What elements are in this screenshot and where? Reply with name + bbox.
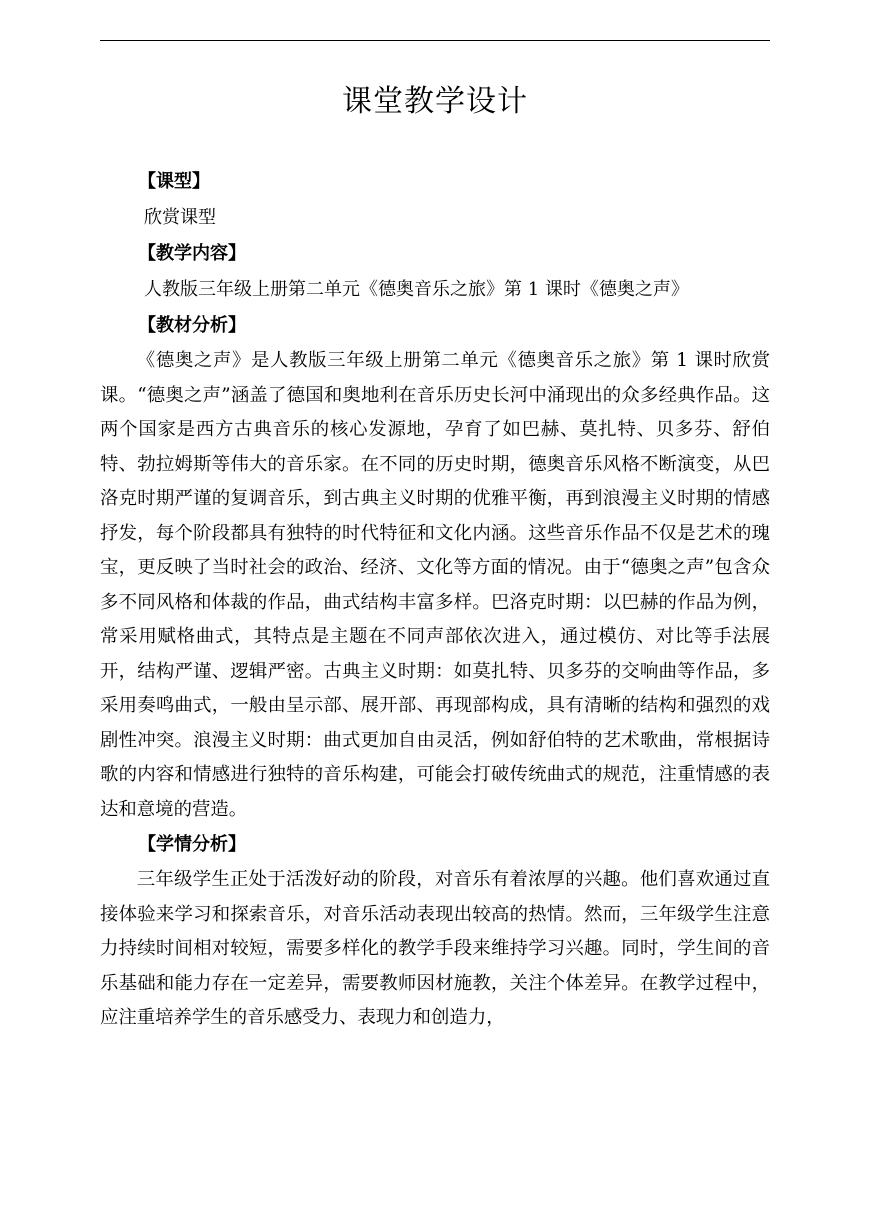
page-title: 课堂教学设计	[342, 84, 528, 119]
material-analysis-heading: 【教材分析】	[138, 315, 246, 336]
lesson-type-heading: 【课型】	[138, 171, 210, 192]
student-analysis-paragraph: 三年级学生正处于活泼好动的阶段，对音乐有着浓厚的兴趣。他们喜欢通过直接体验来学习和探索音乐，对音乐活动表现出较高的热情。然而，三年级学生注意力持续时间相对较短，需要多样化的教学手段来维持学习兴趣。同时，学生间的音乐基础和能力存在一定差异，需要教师因材施教，关注个体差异。在教学过程中，应注重培养学生的音乐感受力、表现力和创造力，	[100, 869, 770, 1028]
header-rule	[100, 40, 770, 41]
material-analysis-paragraph: 《德奥之声》是人教版三年级上册第二单元《德奥音乐之旅》第 1 课时欣赏课。“德奥之声”涵盖了德国和奥地利在音乐历史长河中涌现出的众多经典作品。这两个国家是西方古典音乐的核心发源地，孕育了如巴赫、莫扎特、贝多芬、舒伯特、勃拉姆斯等伟大的音乐家。在不同的历史时期，德奥音乐风格不断演变，从巴洛克时期严谨的复调音乐，到古典主义时期的优雅平衡，再到浪漫主义时期的情感抒发，每个阶段都具有独特的时代特征和文化内涵。这些音乐作品不仅是艺术的瑰宝，更反映了当时社会的政治、经济、文化等方面的情况。由于“德奥之声”包含众多不同风格和体裁的作品，曲式结构丰富多样。巴洛克时期：以巴赫的作品为例，常采用赋格曲式，其特点是主题在不同声部依次进入，通过模仿、对比等手法展开，结构严谨、逻辑严密。古典主义时期：如莫扎特、贝多芬的交响曲等作品，多采用奏鸣曲式，一般由呈示部、展开部、再现部构成，具有清晰的结构和强烈的戏剧性冲突。浪漫主义时期：曲式更加自由灵活，例如舒伯特的艺术歌曲，常根据诗歌的内容和情感进行独特的音乐构建，可能会打破传统曲式的规范，注重情感的表达和意境的营造。	[100, 350, 770, 820]
student-analysis-heading: 【学情分析】	[138, 834, 246, 855]
lesson-type-text: 欣赏课型	[144, 207, 216, 228]
document-body	[100, 164, 770, 1036]
teaching-content-text: 人教版三年级上册第二单元《德奥音乐之旅》第 1 课时《德奥之声》	[144, 279, 689, 300]
teaching-content-heading: 【教学内容】	[138, 243, 246, 264]
